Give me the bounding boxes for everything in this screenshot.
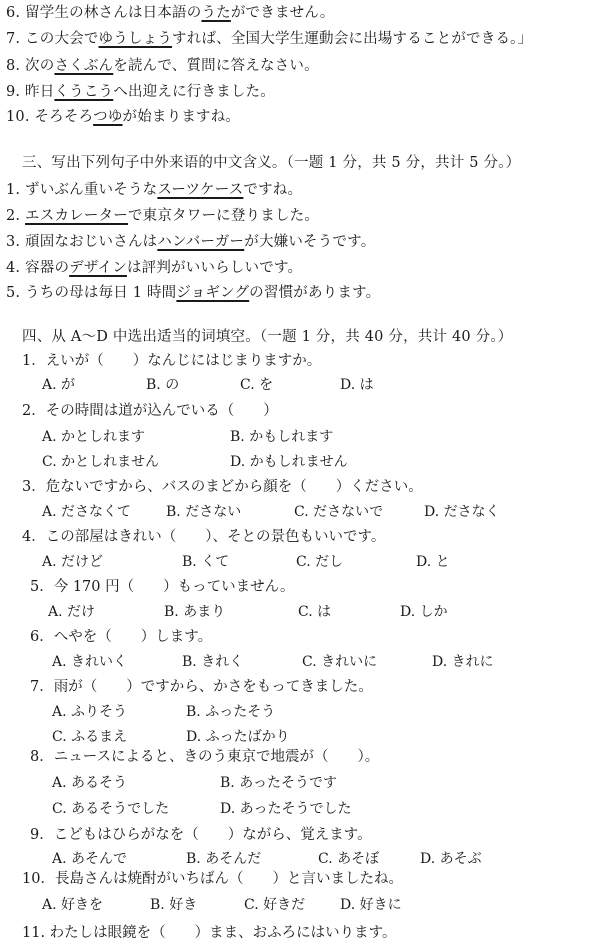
option-b: B. あったそうです xyxy=(220,775,338,791)
vocab-underlined-word: さくぶん xyxy=(54,58,114,74)
vocab-underlined-word: くうこう xyxy=(54,84,114,100)
option-d: D. 好きに xyxy=(340,897,402,913)
underlined-loanword: ジョギング xyxy=(176,285,250,301)
option-a: A. あるそう xyxy=(52,775,128,791)
question-5: 5．今 170 円（ ）もっていません。 xyxy=(30,579,295,595)
section-3-title: 三、写出下列句子中外来语的中文含义。（一题 1 分，共 5 分，共计 5 分。） xyxy=(22,155,521,171)
vocab-underlined-word: うた xyxy=(201,5,231,21)
option-a: A. だけど xyxy=(42,554,104,570)
option-d: D. は xyxy=(340,377,374,393)
option-a: A. が xyxy=(42,377,76,393)
question-4: 4．この部屋はきれい（ ）、そとの景色もいいです。 xyxy=(22,529,386,545)
vocab-text: 6. 留学生の林さんは日本語の xyxy=(6,5,202,21)
option-c: C. ださないで xyxy=(294,504,384,520)
option-a: A. ふりそう xyxy=(52,704,128,720)
option-d: D. ふったばかり xyxy=(186,729,290,745)
option-a: A. かとしれます xyxy=(42,429,146,445)
option-a: A. だけ xyxy=(48,604,96,620)
option-c: C. を xyxy=(240,377,274,393)
item-text: が大嫌いそうです。 xyxy=(244,234,376,250)
option-a: A. きれいく xyxy=(52,654,128,670)
vocab-text: 9. 昨日 xyxy=(6,84,55,100)
option-a: A. ださなくて xyxy=(42,504,132,520)
vocab-item-6 xyxy=(6,4,335,22)
option-c: C. きれいに xyxy=(302,654,378,670)
option-b: B. ださない xyxy=(166,504,242,520)
section-3-item-5 xyxy=(6,284,380,302)
section-3-item-3 xyxy=(6,233,375,251)
vocab-underlined-word: つゆ xyxy=(93,109,123,125)
option-b: B. ふったそう xyxy=(186,704,276,720)
item-text: 4. 容器の xyxy=(6,260,70,276)
item-text: は評判がいいらしいです。 xyxy=(126,260,303,276)
option-b: B. の xyxy=(146,377,180,393)
question-2: 2．その時間は道が込んでいる（ ） xyxy=(22,403,278,419)
option-a: A. 好きを xyxy=(42,897,104,913)
option-c: C. 好きだ xyxy=(244,897,306,913)
option-d: D. あったそうでした xyxy=(220,801,352,817)
option-b: B. きれく xyxy=(182,654,244,670)
question-10: 10．長島さんは焼酎がいちばん（ ）と言いましたね。 xyxy=(22,871,403,887)
option-b: B. あまり xyxy=(164,604,226,620)
vocab-text: 7. この大会で xyxy=(6,31,99,47)
option-c: C. あそぼ xyxy=(318,851,380,867)
option-d: D. しか xyxy=(400,604,448,620)
item-text: の習慣があります。 xyxy=(249,285,381,301)
section-4-title: 四、从 A～D 中选出适当的词填空。（一题 1 分，共 40 分，共计 40 分。） xyxy=(22,329,513,345)
underlined-loanword: デザイン xyxy=(69,260,127,276)
question-11: 11. わたしは眼鏡を（ ）まま、おふろにはいります。 xyxy=(22,925,397,941)
vocab-underlined-word: ゆうしょう xyxy=(98,31,173,47)
vocab-item-10 xyxy=(6,108,240,126)
option-b: B. 好き xyxy=(150,897,198,913)
vocab-item-8 xyxy=(6,57,319,75)
question-8: 8．ニュースによると、きのう東京で地震が（ ）。 xyxy=(30,749,380,765)
item-text: で東京タワーに登りました。 xyxy=(127,208,320,224)
vocab-text: ができません。 xyxy=(230,5,335,21)
question-7: 7．雨が（ ）ですから、かさをもってきました。 xyxy=(30,679,373,695)
question-6: 6．へやを（ ）します。 xyxy=(30,629,213,645)
section-3-item-2 xyxy=(6,207,319,225)
question-9: 9．こどもはひらがなを（ ）ながら、覚えます。 xyxy=(30,827,372,843)
item-text: 5. うちの母は毎日 1 時間 xyxy=(6,285,177,301)
question-1: 1．えいが（ ）なんじにはじまりますか。 xyxy=(22,353,322,369)
item-text: 2. xyxy=(6,208,26,224)
option-b: B. かもしれます xyxy=(230,429,334,445)
option-d: D. あそぶ xyxy=(420,851,482,867)
option-b: B. くて xyxy=(182,554,230,570)
question-3: 3．危ないですから、バスのまどから顔を（ ）ください。 xyxy=(22,479,423,495)
section-3-item-4 xyxy=(6,259,302,277)
vocab-item-9 xyxy=(6,83,275,101)
underlined-loanword: エスカレーター xyxy=(25,208,128,224)
item-text: 3. 頑固なおじいさんは xyxy=(6,234,158,250)
vocab-text: へ出迎えに行きました。 xyxy=(113,84,275,100)
vocab-text: 10. そろそろ xyxy=(6,109,94,125)
underlined-loanword: スーツケース xyxy=(157,182,244,198)
option-b: B. あそんだ xyxy=(186,851,262,867)
underlined-loanword: ハンバーガー xyxy=(157,234,245,250)
option-c: C. あるそうでした xyxy=(52,801,170,817)
vocab-item-7 xyxy=(6,30,532,48)
option-c: C. ふるまえ xyxy=(52,729,128,745)
vocab-text: を読んで、質問に答えなさい。 xyxy=(113,58,319,74)
option-c: C. だし xyxy=(296,554,344,570)
item-text: 1. ずいぶん重いそうな xyxy=(6,182,158,198)
option-d: D. かもしれません xyxy=(230,454,348,470)
option-d: D. ださなく xyxy=(424,504,500,520)
option-d: D. と xyxy=(416,554,450,570)
vocab-text: が始まりますね。 xyxy=(122,109,241,125)
item-text: ですね。 xyxy=(243,182,303,198)
option-a: A. あそんで xyxy=(52,851,128,867)
option-c: C. は xyxy=(298,604,332,620)
section-3-item-1 xyxy=(6,181,302,199)
vocab-text: すれば、全国大学生運動会に出場することができる。」 xyxy=(172,31,533,47)
option-c: C. かとしれません xyxy=(42,454,160,470)
vocab-text: 8. 次の xyxy=(6,58,55,74)
option-d: D. きれに xyxy=(432,654,494,670)
